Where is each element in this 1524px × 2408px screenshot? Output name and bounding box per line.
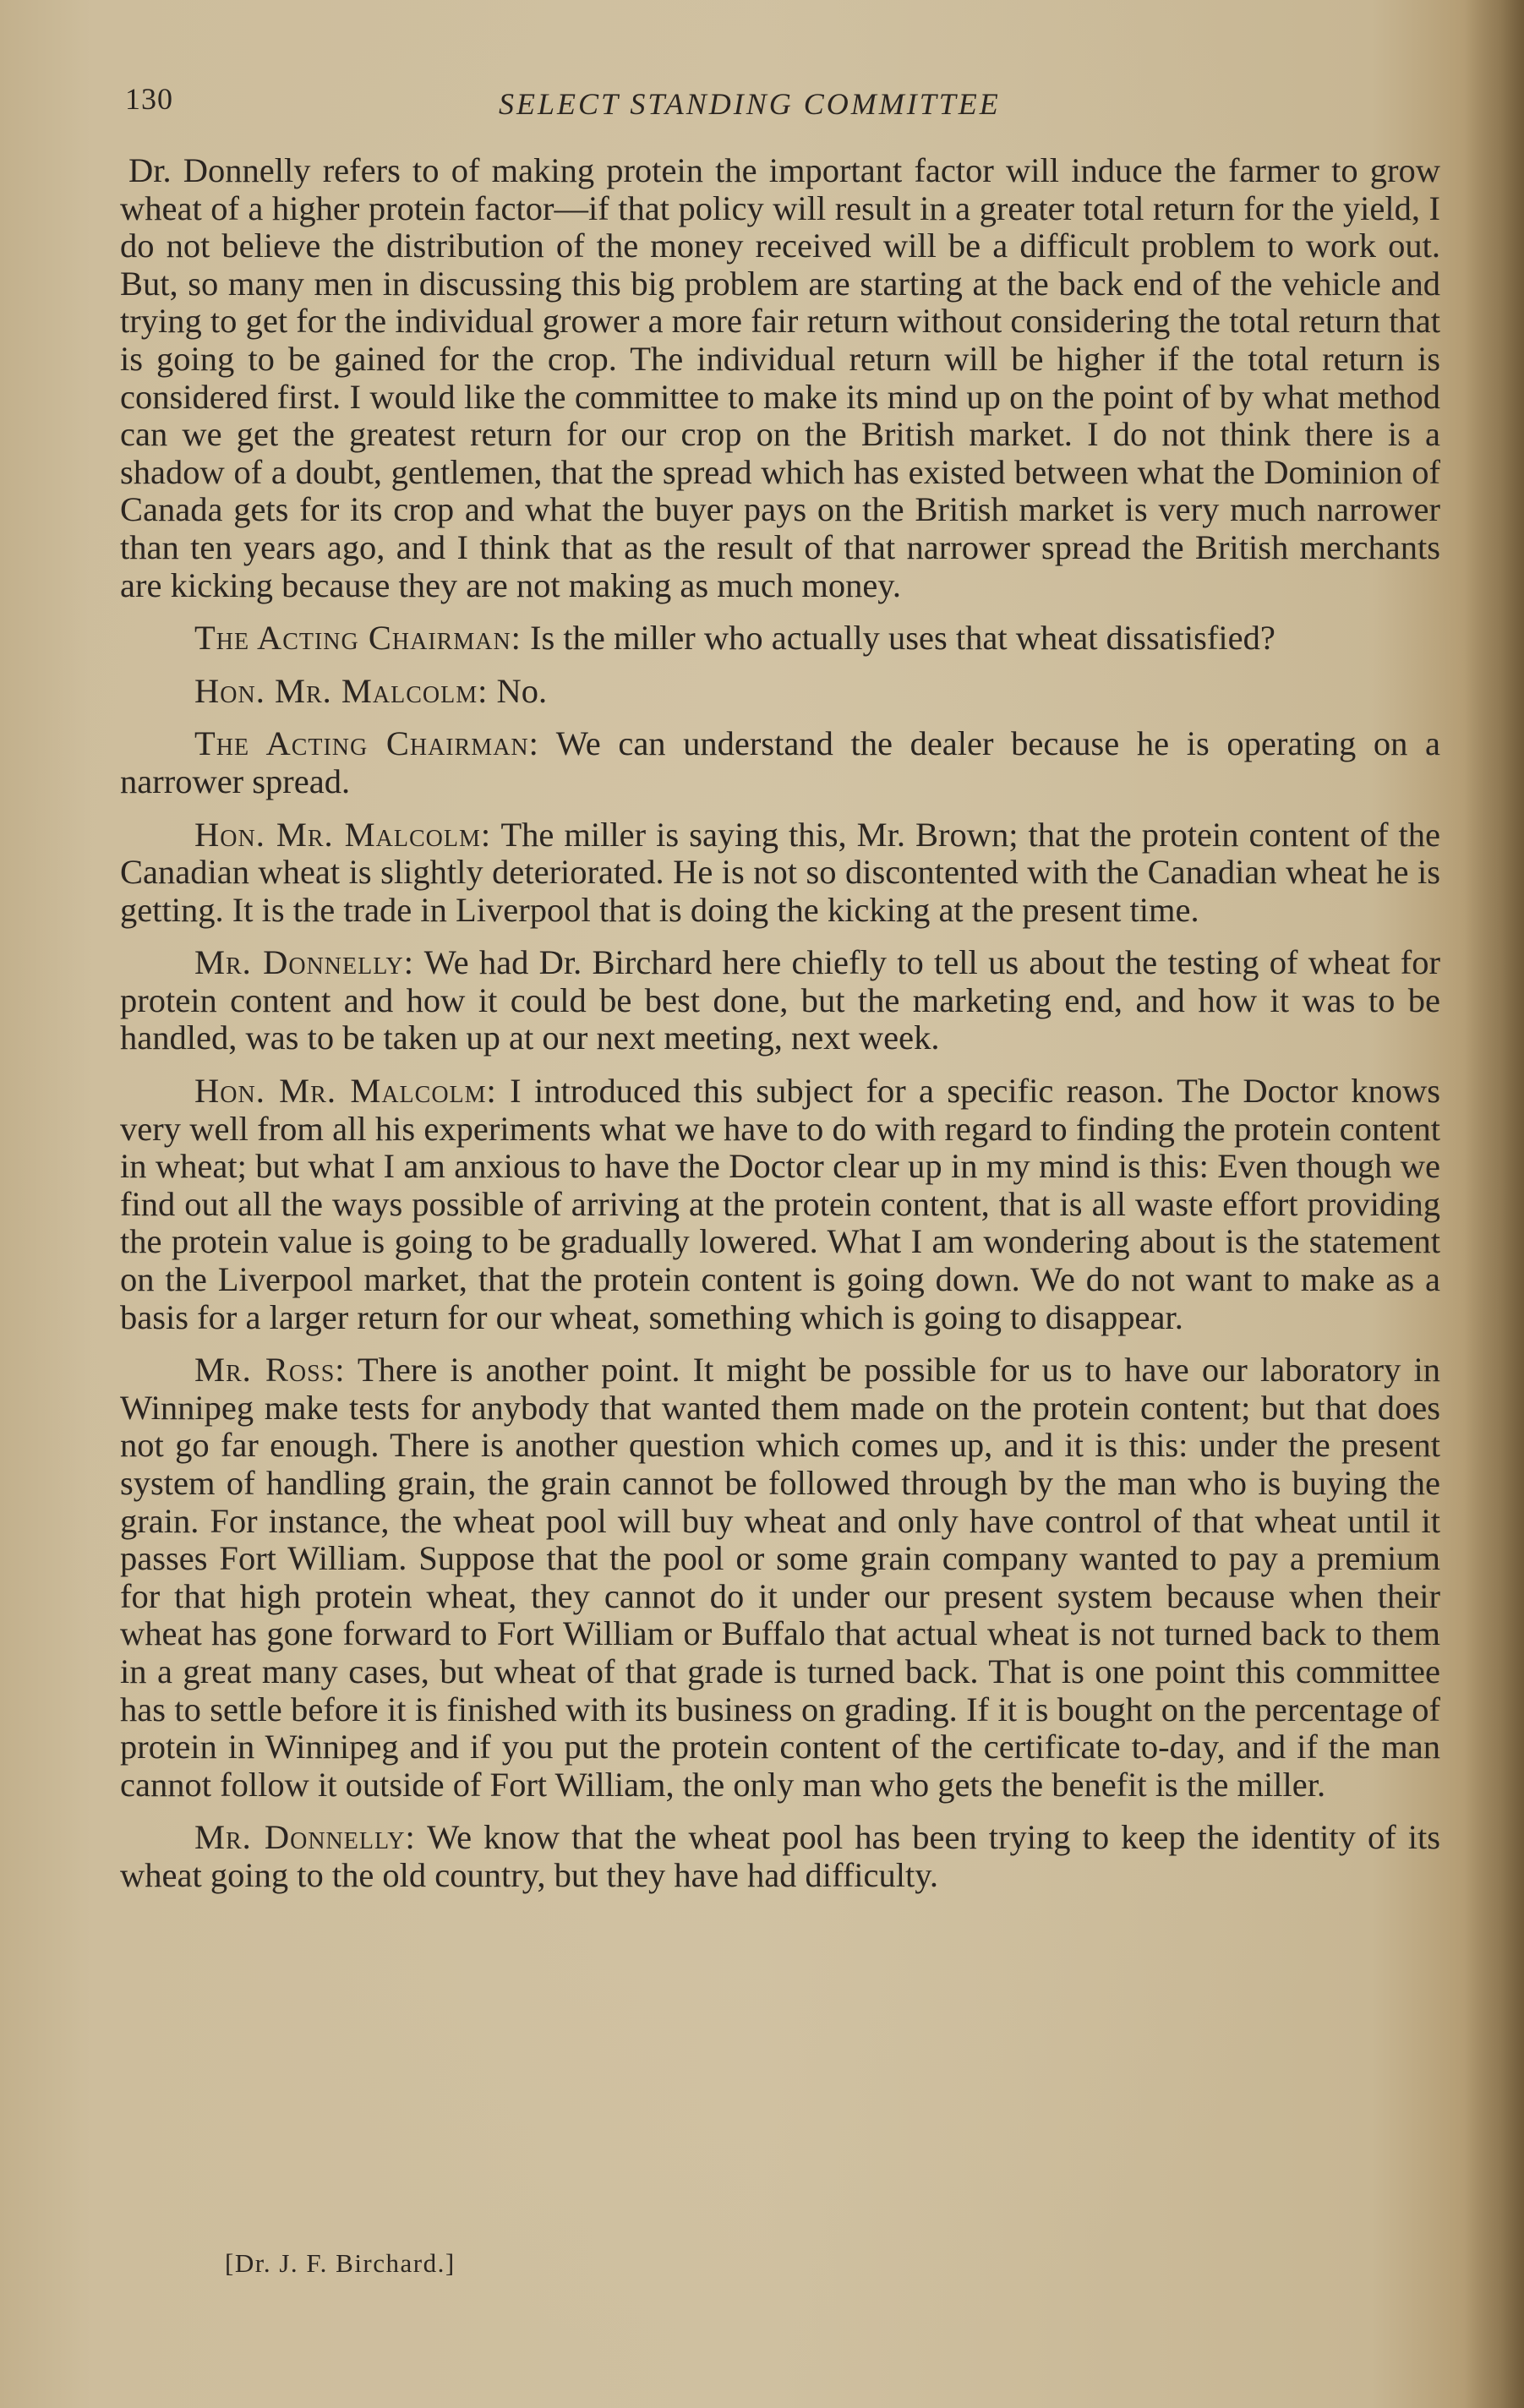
speaker-label: Mr. Ross: (194, 1351, 346, 1390)
speech-text: There is another point. It might be possible for us to have our laboratory in Winnipeg make tests for anybody that wanted them made on the protein content; but that does not go far enough. There is another question which comes up, and it is this: under the present system of handling grain, the grain cannot be followed through by the man who is buying the grain. For instance, the wheat pool will buy wheat and only have control of that wheat until it passes Fort William. Suppose that the pool or some grain company wanted to pay a premium for that high protein wheat, they cannot do it under our present system because when their wheat has gone forward to Fort William or Buffalo that actual wheat is not turned back to them in a great many cases, but wheat of that grade is turned back. That is one point this committee has to settle before it is finished with its business on grading. If it is bought on the percentage of protein in Winnipeg and if you put the protein content of the certificate to-day, and if the man cannot follow it outside of Fort William, the only man who gets the benefit is the miller. (120, 1351, 1440, 1804)
speech-paragraph (120, 1351, 1440, 1804)
transcript-body (120, 152, 1440, 1910)
speech-paragraph (120, 816, 1440, 930)
speech-paragraph (120, 620, 1440, 658)
witness-note: [Dr. J. F. Birchard.] (225, 2248, 456, 2278)
paragraph-text: Dr. Donnelly refers to of making protein the important factor will induce the farmer to grow wheat of a higher protein factor—if that policy will result in a greater total return for the yield, I do not believe the distribution of the money received will be a difficult problem to work out. But, so many men in discussing this big problem are starting at the back end of the vehicle and trying to get for the individual grower a more fair return without considering the total return that is going to be gained for the crop. The individual return will be higher if the total return is considered first. I would like the committee to make its mind up on the point of by what method can we get the greatest return for our crop on the British market. I do not think there is a shadow of a doubt, gentlemen, that the spread which has existed between what the Dominion of Canada gets for its crop and what the buyer pays on the British market is very much narrower than ten years ago, and I think that as the result of that narrower spread the British merchants are kicking because they are not making as much money. (120, 151, 1440, 604)
speech-paragraph (120, 725, 1440, 800)
speaker-label: Mr. Donnelly: (194, 1818, 416, 1857)
speech-text: We had Dr. Birchard here chiefly to tell us about the testing of wheat for protein content and how it could be best done, but the marketing end, and how it was to be handled, was to be taken up at our next meeting, next week. (120, 943, 1441, 1057)
speech-text: Is the miller who actually uses that wheat dissatisfied? (521, 619, 1275, 658)
speaker-label: Mr. Donnelly: (194, 943, 415, 982)
speaker-label: The Acting Chairman: (194, 619, 522, 658)
page-header (125, 81, 1072, 123)
speech-text: We can understand the dealer because he is operating on a narrower spread. (120, 724, 1440, 800)
speech-text: We know that the wheat pool has been trying to keep the identity of its wheat going to the old country, but they have had difficulty. (120, 1818, 1440, 1894)
speech-paragraph (120, 673, 1440, 711)
speaker-label: Hon. Mr. Malcolm: (194, 815, 492, 854)
speaker-label: The Acting Chairman: (194, 724, 539, 763)
running-head: SELECT STANDING COMMITTEE (499, 87, 1001, 121)
speech-paragraph (120, 1073, 1440, 1336)
speech-paragraph (120, 944, 1440, 1057)
speech-text: I introduced this subject for a specific reason. The Doctor knows very well from all his experiments what we have to do with regard to finding the protein content in wheat; but what I am anxious to have the Doctor clear up in my mind is this: Even though we find out all the ways possible of arriving at the protein content, that is all waste effort providing the protein value is going to be gradually lowered. What I am wondering about is the statement on the Liverpool market, that the protein content is going down. We do not want to make as a basis for a larger return for our wheat, something which is going to disappear. (120, 1072, 1440, 1336)
speaker-label: Hon. Mr. Malcolm: (194, 1072, 497, 1111)
speaker-label: Hon. Mr. Malcolm: (194, 671, 489, 710)
speech-text: No. (488, 671, 548, 710)
binding-shadow (1465, 0, 1524, 2408)
speech-text: The miller is saying this, Mr. Brown; that the protein content of the Canadian wheat is slightly deteriorated. He is not so discontented with the Canadian wheat he is getting. It is the trade in Liverpool that is doing the kicking at the present time. (120, 815, 1440, 929)
paragraph-continuation (120, 152, 1440, 604)
page-number: 130 (125, 82, 173, 116)
speech-paragraph (120, 1819, 1440, 1894)
